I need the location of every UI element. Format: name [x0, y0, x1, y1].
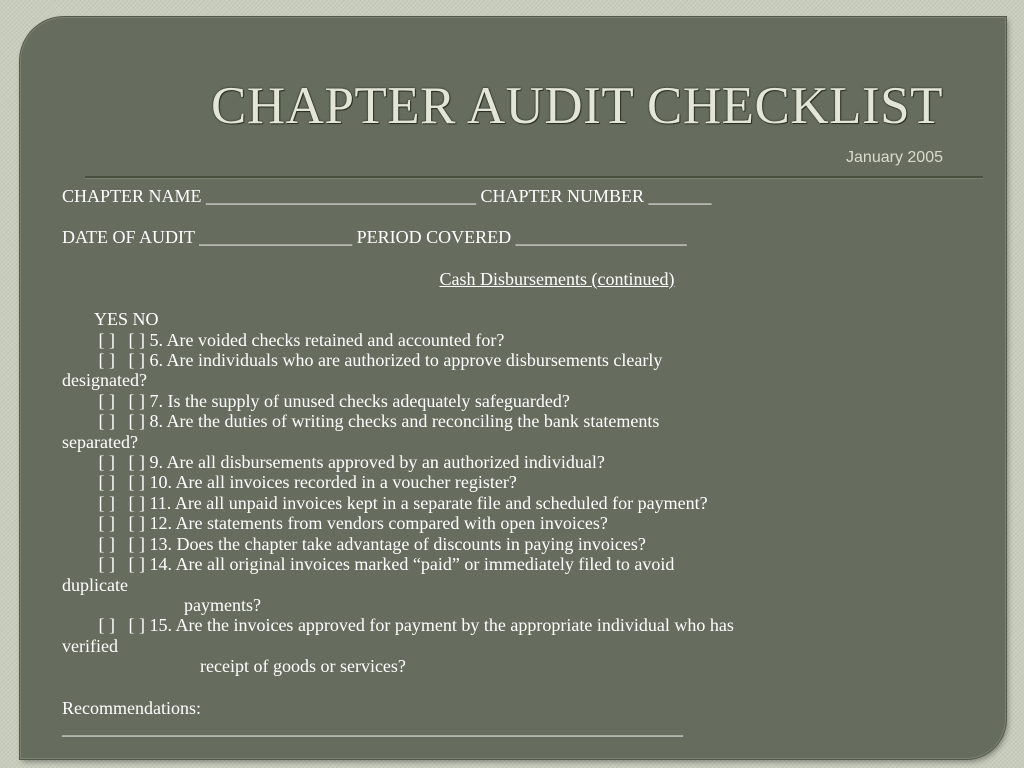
checklist-item-15-continuation: receipt of goods or services? — [200, 656, 406, 677]
checklist-item-7: [ ] [ ] 7. Is the supply of unused checks adequately safeguarded? — [94, 390, 570, 411]
checklist-item-10: [ ] [ ] 10. Are all invoices recorded in a voucher register? — [94, 472, 517, 493]
checklist-item-5: [ ] [ ] 5. Are voided checks retained and accounted for? — [94, 329, 505, 350]
recommendations-label: Recommendations: — [62, 697, 201, 718]
checklist-item-14-wrap: duplicate — [62, 574, 128, 595]
yes-no-header: YES NO — [94, 309, 159, 330]
checklist-item-15: [ ] [ ] 15. Are the invoices approved for payment by the appropriate individual who has — [94, 615, 734, 636]
section-heading: Cash Disbursements (continued) — [439, 268, 675, 289]
checklist-item-12: [ ] [ ] 12. Are statements from vendors compared with open invoices? — [94, 513, 608, 534]
checklist-item-9: [ ] [ ] 9. Are all disbursements approved by an authorized individual? — [94, 452, 605, 473]
checklist-item-15-wrap: verified — [62, 635, 118, 656]
slide-title: CHAPTER AUDIT CHECKLIST — [211, 77, 943, 135]
checklist-item-6-wrap: designated? — [62, 370, 147, 391]
checklist-item-13: [ ] [ ] 13. Does the chapter take advantage of discounts in paying invoices? — [94, 533, 646, 554]
slide-subtitle: January 2005 — [846, 149, 943, 166]
checklist-item-14-continuation: payments? — [184, 594, 261, 615]
checklist-item-8: [ ] [ ] 8. Are the duties of writing checks and reconciling the bank statements — [94, 411, 660, 432]
checklist-body — [62, 186, 972, 738]
checklist-item-6: [ ] [ ] 6. Are individuals who are authorized to approve disbursements clearly — [94, 350, 663, 371]
checklist-item-11: [ ] [ ] 11. Are all unpaid invoices kept in a separate file and scheduled for payment? — [94, 492, 708, 513]
title-divider — [85, 176, 983, 179]
chapter-name-number-field: CHAPTER NAME ______________________________ CHAPTER NUMBER _______ — [62, 186, 712, 206]
recommendations-line: _____________________________________________________________________ — [62, 717, 683, 738]
date-period-field: DATE OF AUDIT _________________ PERIOD COVERED ___________________ — [62, 227, 687, 248]
recommendations — [62, 698, 972, 739]
checklist-item-14: [ ] [ ] 14. Are all original invoices marked “paid” or immediately filed to avoid — [94, 554, 675, 575]
checklist-item-8-wrap: separated? — [62, 431, 138, 452]
checklist — [62, 309, 972, 676]
